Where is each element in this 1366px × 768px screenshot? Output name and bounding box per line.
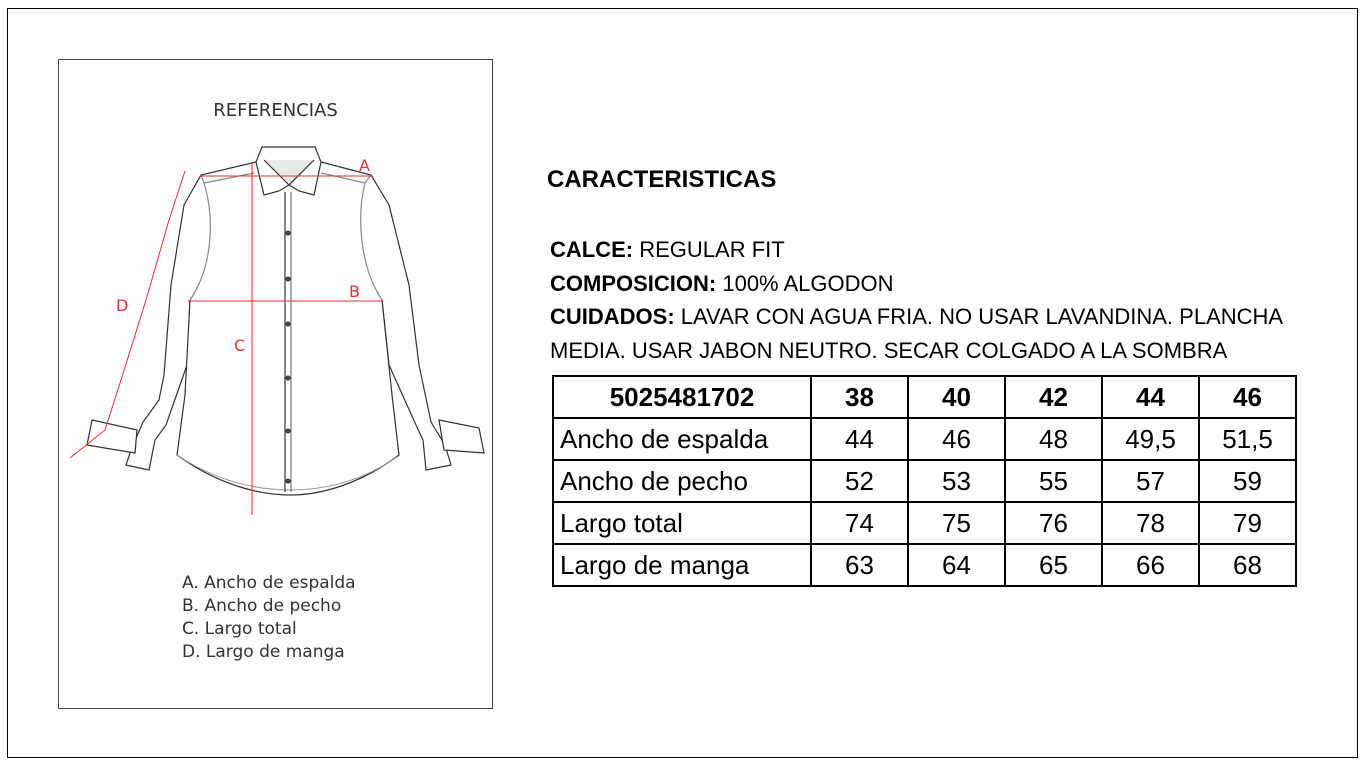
cell: 65 xyxy=(1005,544,1102,586)
characteristics-specs xyxy=(550,233,1350,367)
spec-value: 100% ALGODON xyxy=(716,270,894,296)
cell: 74 xyxy=(811,502,908,544)
cell: 75 xyxy=(908,502,1005,544)
cell: 55 xyxy=(1005,460,1102,502)
spec-label: CUIDADOS: xyxy=(550,304,675,329)
shirt-diagram-icon xyxy=(59,135,494,535)
references-title: REFERENCIAS xyxy=(213,100,338,121)
size-header: 38 xyxy=(811,376,908,418)
cell: 79 xyxy=(1199,502,1296,544)
marker-d: D xyxy=(116,296,129,315)
cell: 52 xyxy=(811,460,908,502)
spec-cuidados xyxy=(550,300,1350,367)
references-panel xyxy=(58,59,493,709)
marker-c: C xyxy=(234,336,246,355)
cell: 44 xyxy=(811,418,908,460)
cell: 46 xyxy=(908,418,1005,460)
cell: 53 xyxy=(908,460,1005,502)
size-table xyxy=(552,375,1297,587)
cell: 64 xyxy=(908,544,1005,586)
table-header-row xyxy=(553,376,1296,418)
row-label: Ancho de pecho xyxy=(553,460,811,502)
characteristics-title: CARACTERISTICAS xyxy=(547,166,777,193)
references-legend xyxy=(182,572,356,664)
cell: 59 xyxy=(1199,460,1296,502)
table-row xyxy=(553,502,1296,544)
spec-composicion xyxy=(550,267,1350,301)
spec-calce xyxy=(550,233,1350,267)
size-header: 42 xyxy=(1005,376,1102,418)
cell: 63 xyxy=(811,544,908,586)
article-code: 5025481702 xyxy=(553,376,811,418)
row-label: Largo de manga xyxy=(553,544,811,586)
cell: 76 xyxy=(1005,502,1102,544)
legend-item: C. Largo total xyxy=(182,619,297,639)
legend-item: B. Ancho de pecho xyxy=(182,596,342,616)
row-label: Ancho de espalda xyxy=(553,418,811,460)
legend-item: D. Largo de manga xyxy=(182,642,345,662)
cell: 57 xyxy=(1102,460,1199,502)
cell: 66 xyxy=(1102,544,1199,586)
cell: 49,5 xyxy=(1102,418,1199,460)
table-row xyxy=(553,418,1296,460)
table-row xyxy=(553,460,1296,502)
size-header: 46 xyxy=(1199,376,1296,418)
spec-label: COMPOSICION: xyxy=(550,270,717,296)
row-label: Largo total xyxy=(553,502,811,544)
cell: 78 xyxy=(1102,502,1199,544)
size-header: 44 xyxy=(1102,376,1199,418)
spec-value: REGULAR FIT xyxy=(633,237,785,262)
legend-item: A. Ancho de espalda xyxy=(182,573,356,593)
cell: 51,5 xyxy=(1199,418,1296,460)
size-header: 40 xyxy=(908,376,1005,418)
marker-b: B xyxy=(349,282,360,301)
marker-a: A xyxy=(359,156,370,175)
cell: 48 xyxy=(1005,418,1102,460)
cell: 68 xyxy=(1199,544,1296,586)
table-row xyxy=(553,544,1296,586)
spec-value: LAVAR CON AGUA FRIA. NO USAR LAVANDINA. PLANCHA MEDIA. USAR JABON NEUTRO. SECAR COLGADO A LA SOMBRA xyxy=(550,304,1282,363)
spec-label: CALCE: xyxy=(550,237,634,262)
